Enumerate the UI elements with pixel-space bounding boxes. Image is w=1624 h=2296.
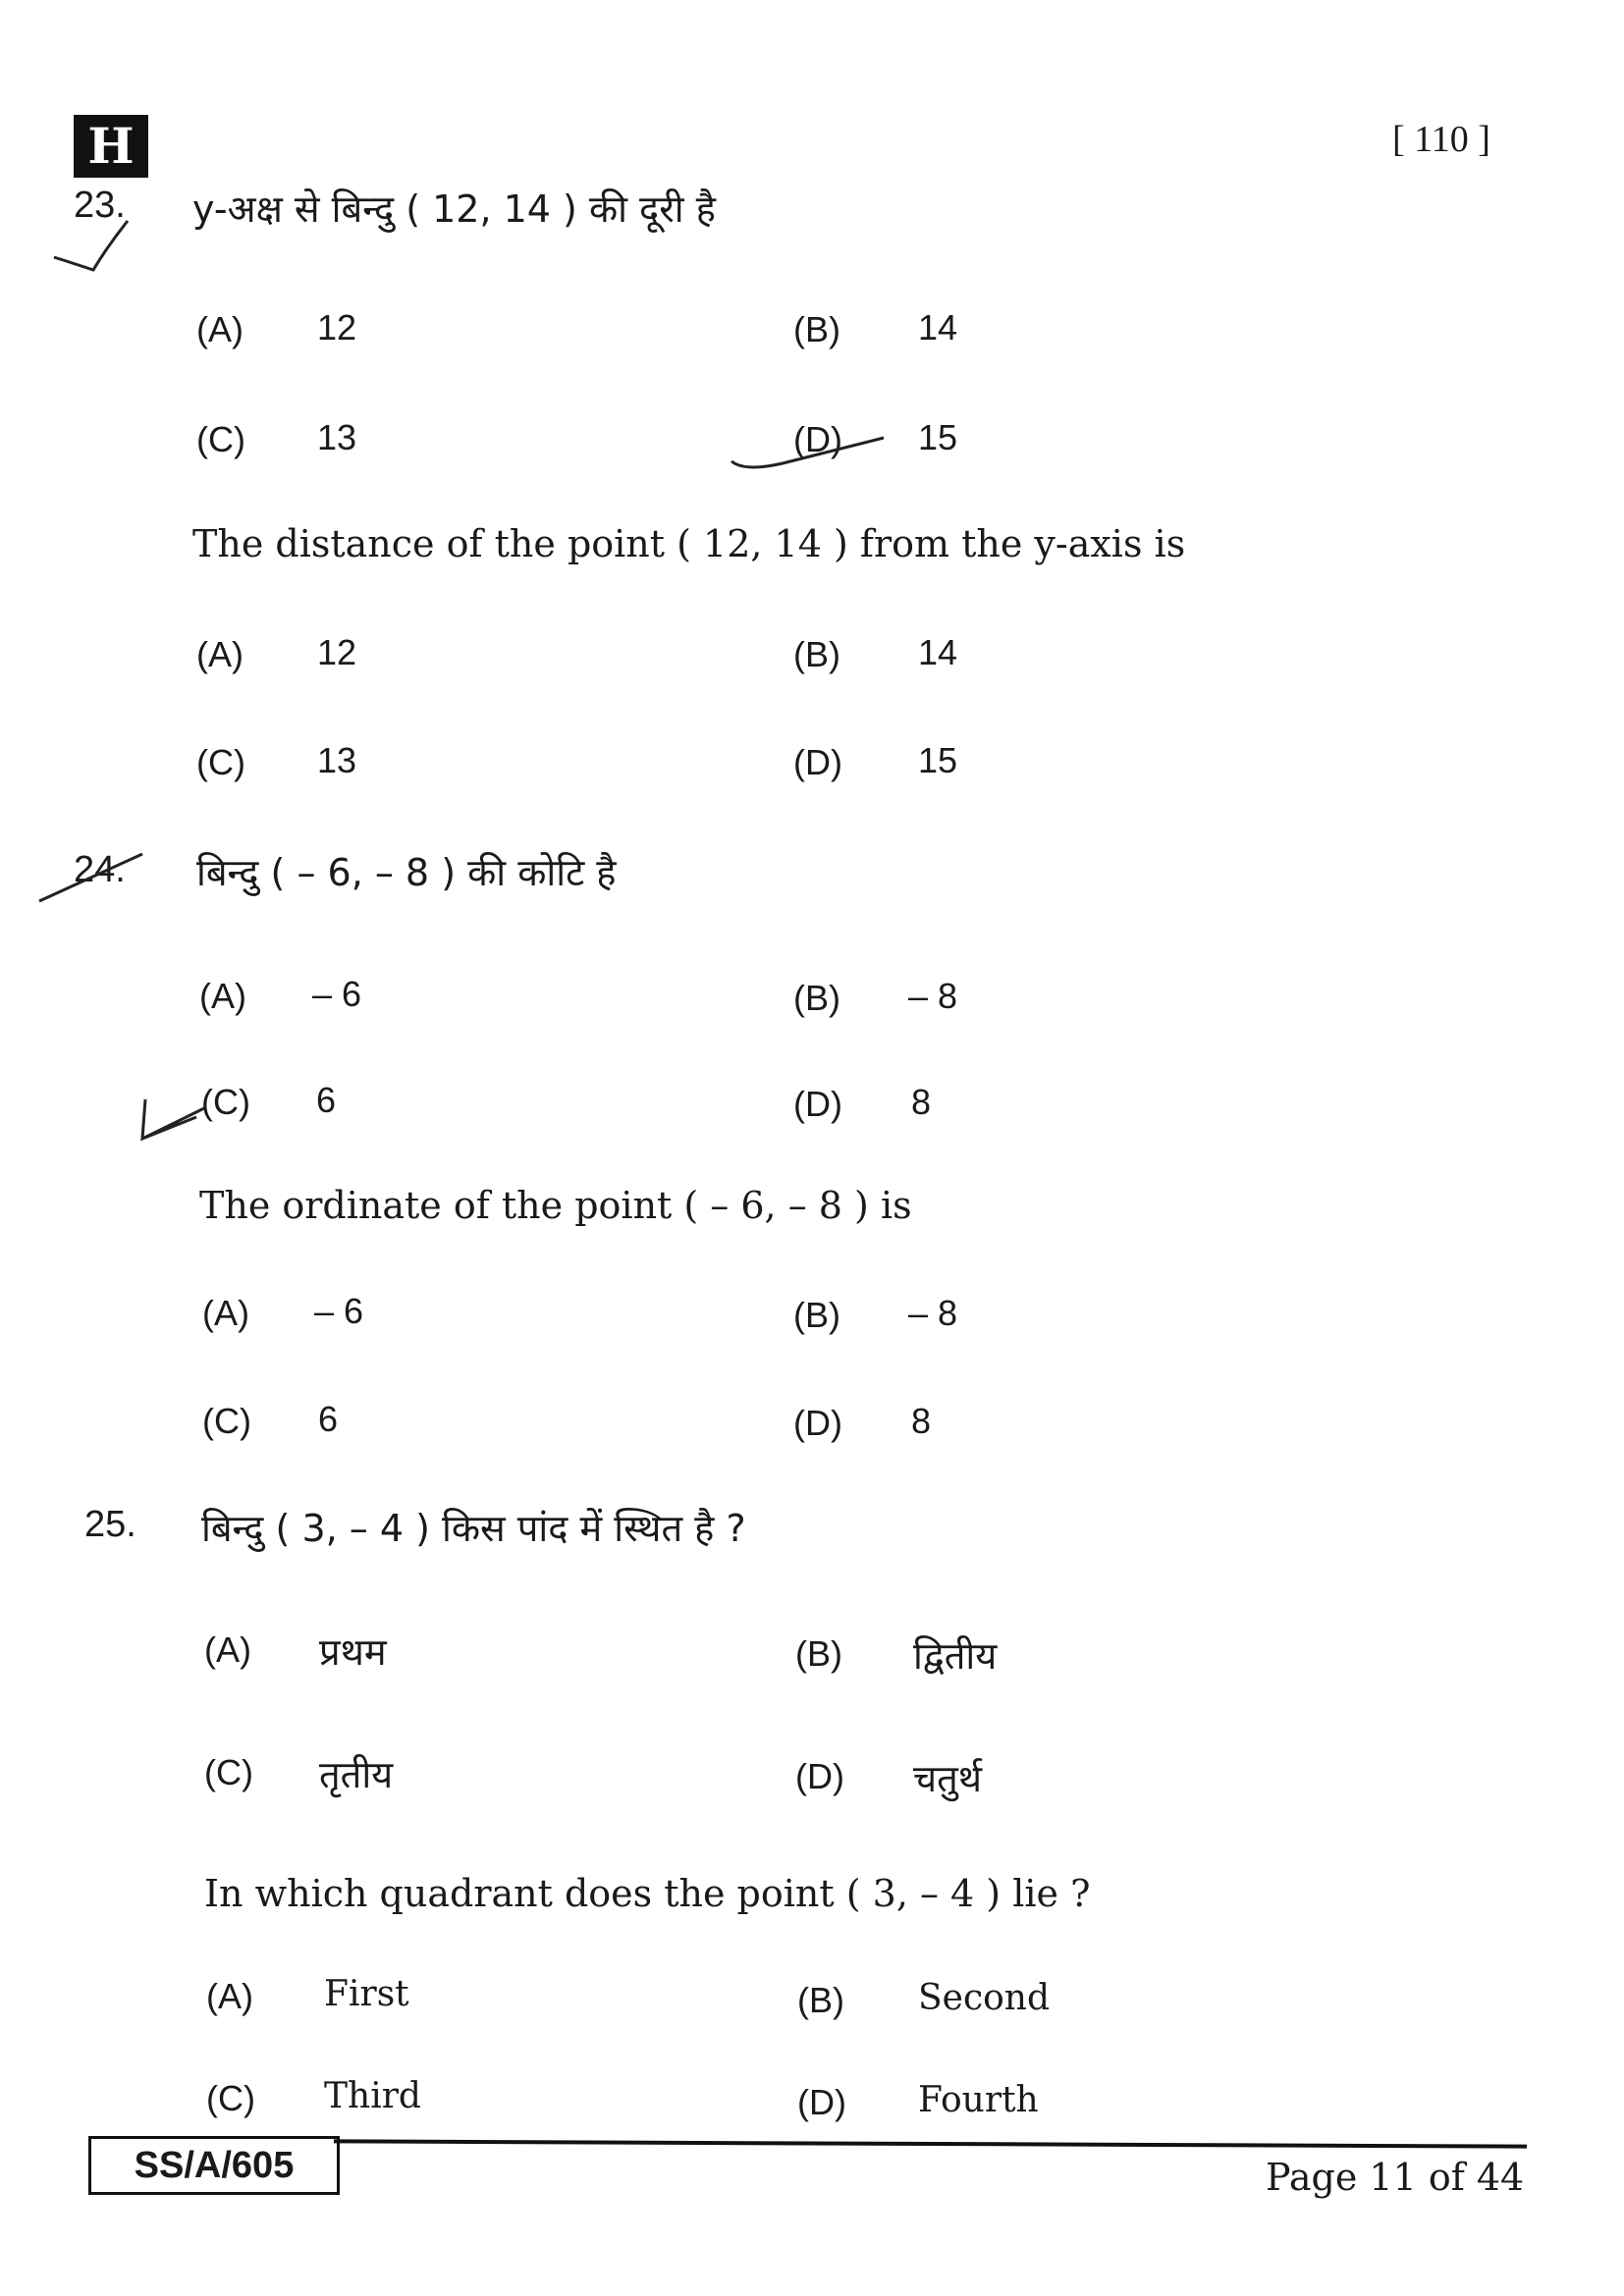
option-value: चतुर्थ <box>913 1757 983 1800</box>
option-value: प्रथम <box>319 1630 387 1674</box>
option-label: (C) <box>201 1082 250 1122</box>
option-value: 14 <box>918 307 958 347</box>
option-value: Second <box>918 1978 1051 2018</box>
option-label: (B) <box>793 978 840 1018</box>
option-label: (B) <box>793 1295 840 1335</box>
option-label: (D) <box>795 1756 844 1796</box>
option-label: (B) <box>795 1633 842 1674</box>
page-marker: [ 110 ] <box>1392 119 1490 160</box>
option-value: 8 <box>911 1401 932 1441</box>
option-value: 12 <box>317 632 357 672</box>
strike-mark-icon <box>39 854 142 901</box>
option-value: तृतीय <box>319 1753 394 1796</box>
option-value: 12 <box>317 307 357 347</box>
question-text-english: The distance of the point ( 12, 14 ) from the y-axis is <box>192 522 1186 565</box>
option-value: – 8 <box>908 1293 958 1333</box>
set-letter-badge: H <box>74 115 148 178</box>
option-label: (D) <box>793 742 842 782</box>
option-value: Fourth <box>918 2080 1039 2120</box>
question-text-hindi: y-अक्ष से बिन्दु ( 12, 14 ) की दूरी है <box>192 187 716 231</box>
option-value: 8 <box>911 1082 932 1122</box>
option-label: (D) <box>793 419 842 459</box>
option-label: (D) <box>797 2082 846 2122</box>
question-text-hindi: बिन्दु ( 3, – 4 ) किस पांद में स्थित है ? <box>201 1507 746 1550</box>
option-value: 6 <box>318 1399 339 1439</box>
option-value: 13 <box>317 417 357 457</box>
answer-mark-icon <box>142 1099 206 1139</box>
question-number: 24. <box>74 849 126 890</box>
option-label: (A) <box>206 1976 253 2016</box>
option-label: (B) <box>793 634 840 674</box>
option-value: 13 <box>317 740 357 780</box>
option-label: (A) <box>196 634 244 674</box>
option-value: 15 <box>918 417 958 457</box>
question-text-english: The ordinate of the point ( – 6, – 8 ) is <box>199 1184 912 1227</box>
option-value: 14 <box>918 632 958 672</box>
option-value: 15 <box>918 740 958 780</box>
option-label: (C) <box>204 1752 253 1792</box>
option-value: – 8 <box>908 976 958 1016</box>
option-value: द्वितीय <box>913 1634 998 1678</box>
option-label: (C) <box>206 2078 255 2118</box>
option-value: 6 <box>316 1080 337 1120</box>
option-value: – 6 <box>314 1291 364 1331</box>
option-value: Third <box>324 2076 421 2116</box>
answer-mark-icon <box>731 438 884 467</box>
option-value: – 6 <box>312 974 362 1014</box>
question-number: 23. <box>74 185 126 226</box>
option-label: (D) <box>793 1084 842 1124</box>
question-text-hindi: बिन्दु ( – 6, – 8 ) की कोटि है <box>196 851 617 894</box>
option-label: (D) <box>793 1403 842 1443</box>
option-label: (B) <box>793 309 840 349</box>
option-label: (C) <box>202 1401 251 1441</box>
question-number: 25. <box>84 1504 136 1545</box>
option-label: (C) <box>196 742 245 782</box>
question-text-english: In which quadrant does the point ( 3, – 4 ) lie ? <box>204 1872 1091 1915</box>
option-label: (A) <box>196 309 244 349</box>
option-value: First <box>324 1974 409 2014</box>
option-label: (C) <box>196 419 245 459</box>
option-label: (A) <box>199 976 246 1016</box>
check-mark-icon <box>54 221 128 270</box>
page-number: Page 11 of 44 <box>1266 2156 1525 2199</box>
option-label: (B) <box>797 1980 844 2020</box>
option-label: (A) <box>202 1293 249 1333</box>
paper-code: SS/A/605 <box>88 2136 340 2195</box>
option-label: (A) <box>204 1629 251 1670</box>
